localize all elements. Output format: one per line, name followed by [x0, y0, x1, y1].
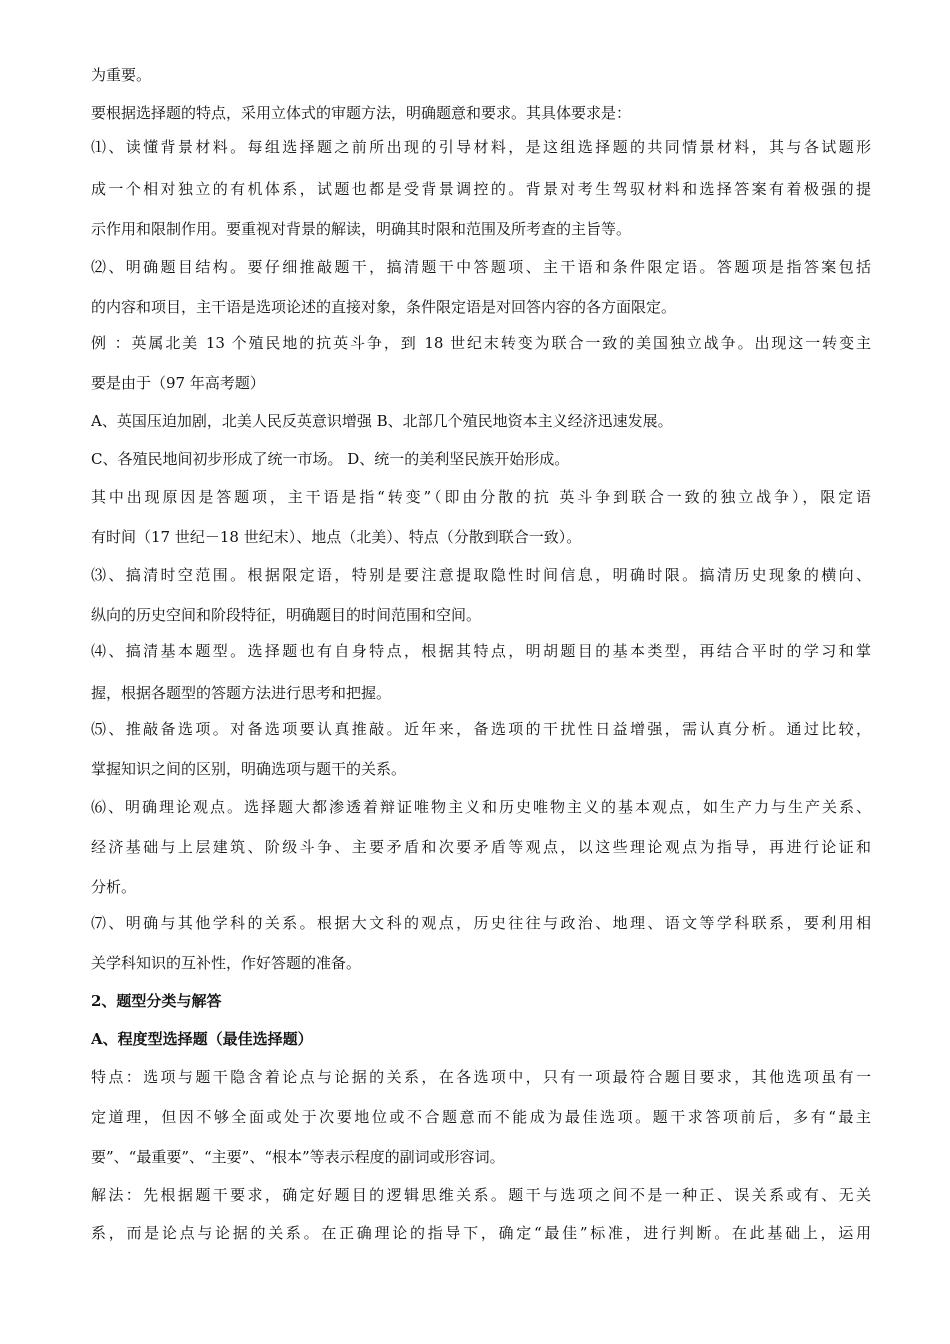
text-line: ⑴、读懂背景材料。每组选择题之前所出现的引导材料，是这组选择题的共同情景材料，其与各试题形: [91, 138, 871, 156]
text-line: 握，根据各题型的答题方法进行思考和把握。: [91, 684, 392, 702]
text-line: 要”、“最重要”、“主要”、“根本”等表示程度的副词或形容词。: [91, 1148, 505, 1166]
subsection-heading: A、程度型选择题（最佳选择题）: [91, 1030, 313, 1048]
text-line: 其中出现原因是答题项，主干语是指“转变”（即由分散的抗 英斗争到联合一致的独立战争），限定语: [91, 488, 871, 506]
section-heading: 2、题型分类与解答: [91, 992, 222, 1010]
text-line: 要是由于（97 年高考题）: [91, 374, 265, 392]
text-line: 关学科知识的互补性，作好答题的准备。: [91, 954, 362, 972]
option-line: C、各殖民地间初步形成了统一市场。 D、统一的美利坚民族开始形成。: [91, 450, 570, 468]
text-line: 纵向的历史空间和阶段特征，明确题目的时间范围和空间。: [91, 606, 482, 624]
text-line: ⑵、明确题目结构。要仔细推敲题干，搞清题干中答题项、主干语和条件限定语。答题项是指答案包括: [91, 258, 871, 276]
option-line: A、英国压迫加剧，北美人民反英意识增强 B、北部几个殖民地资本主义经济迅速发展。: [91, 412, 673, 430]
text-line: 系，而是论点与论据的关系。在正确理论的指导下，确定“最佳”标准，进行判断。在此基础上，运用: [91, 1224, 871, 1242]
text-line: 为重要。: [91, 66, 152, 84]
text-line: 要根据选择题的特点，采用立体式的审题方法，明确题意和要求。其具体要求是：: [91, 104, 632, 122]
text-line: 有时间（17 世纪－18 世纪末）、地点（北美）、特点（分散到联合一致）。: [91, 528, 582, 546]
text-line: 示作用和限制作用。要重视对背景的解读，明确其时限和范围及所考查的主旨等。: [91, 220, 632, 238]
text-line: ⑷、搞清基本题型。选择题也有自身特点，根据其特点，明胡题目的基本类型，再结合平时的学习和掌: [91, 642, 871, 660]
text-line: 例 ：英属北美 13 个殖民地的抗英斗争，到 18 世纪末转变为联合一致的美国独立战争。出现这一转变主: [91, 334, 871, 352]
text-line: ⑸、推敲备选项。对备选项要认真推敲。近年来，备选项的干扰性日益增强，需认真分析。通过比较，: [91, 720, 871, 738]
text-line: 定道理，但因不够全面或处于次要地位或不合题意而不能成为最佳选项。题干求答项前后，多有“最主: [91, 1108, 871, 1126]
text-line: ⑹、明确理论观点。选择题大都渗透着辩证唯物主义和历史唯物主义的基本观点，如生产力与生产关系、: [91, 798, 871, 816]
text-line: 掌握知识之间的区别，明确选项与题干的关系。: [91, 760, 407, 778]
text-line: 特点：选项与题干隐含着论点与论据的关系，在各选项中，只有一项最符合题目要求，其他选项虽有一: [91, 1068, 871, 1086]
text-line: 分析。: [91, 878, 137, 896]
text-line: 的内容和项目，主干语是选项论述的直接对象，条件限定语是对回答内容的各方面限定。: [91, 298, 677, 316]
text-line: 解法：先根据题干要求，确定好题目的逻辑思维关系。题干与选项之间不是一种正、误关系或有、无关: [91, 1186, 871, 1204]
text-line: ⑶、搞清时空范围。根据限定语，特别是要注意提取隐性时间信息，明确时限。搞清历史现象的横向、: [91, 566, 871, 584]
text-line: ⑺、明确与其他学科的关系。根据大文科的观点，历史往往与政治、地理、语文等学科联系，要利用相: [91, 914, 871, 932]
text-line: 经济基础与上层建筑、阶级斗争、主要矛盾和次要矛盾等观点，以这些理论观点为指导，再进行论证和: [91, 838, 871, 856]
text-line: 成一个相对独立的有机体系，试题也都是受背景调控的。背景对考生驾驭材料和选择答案有着极强的提: [91, 180, 871, 198]
